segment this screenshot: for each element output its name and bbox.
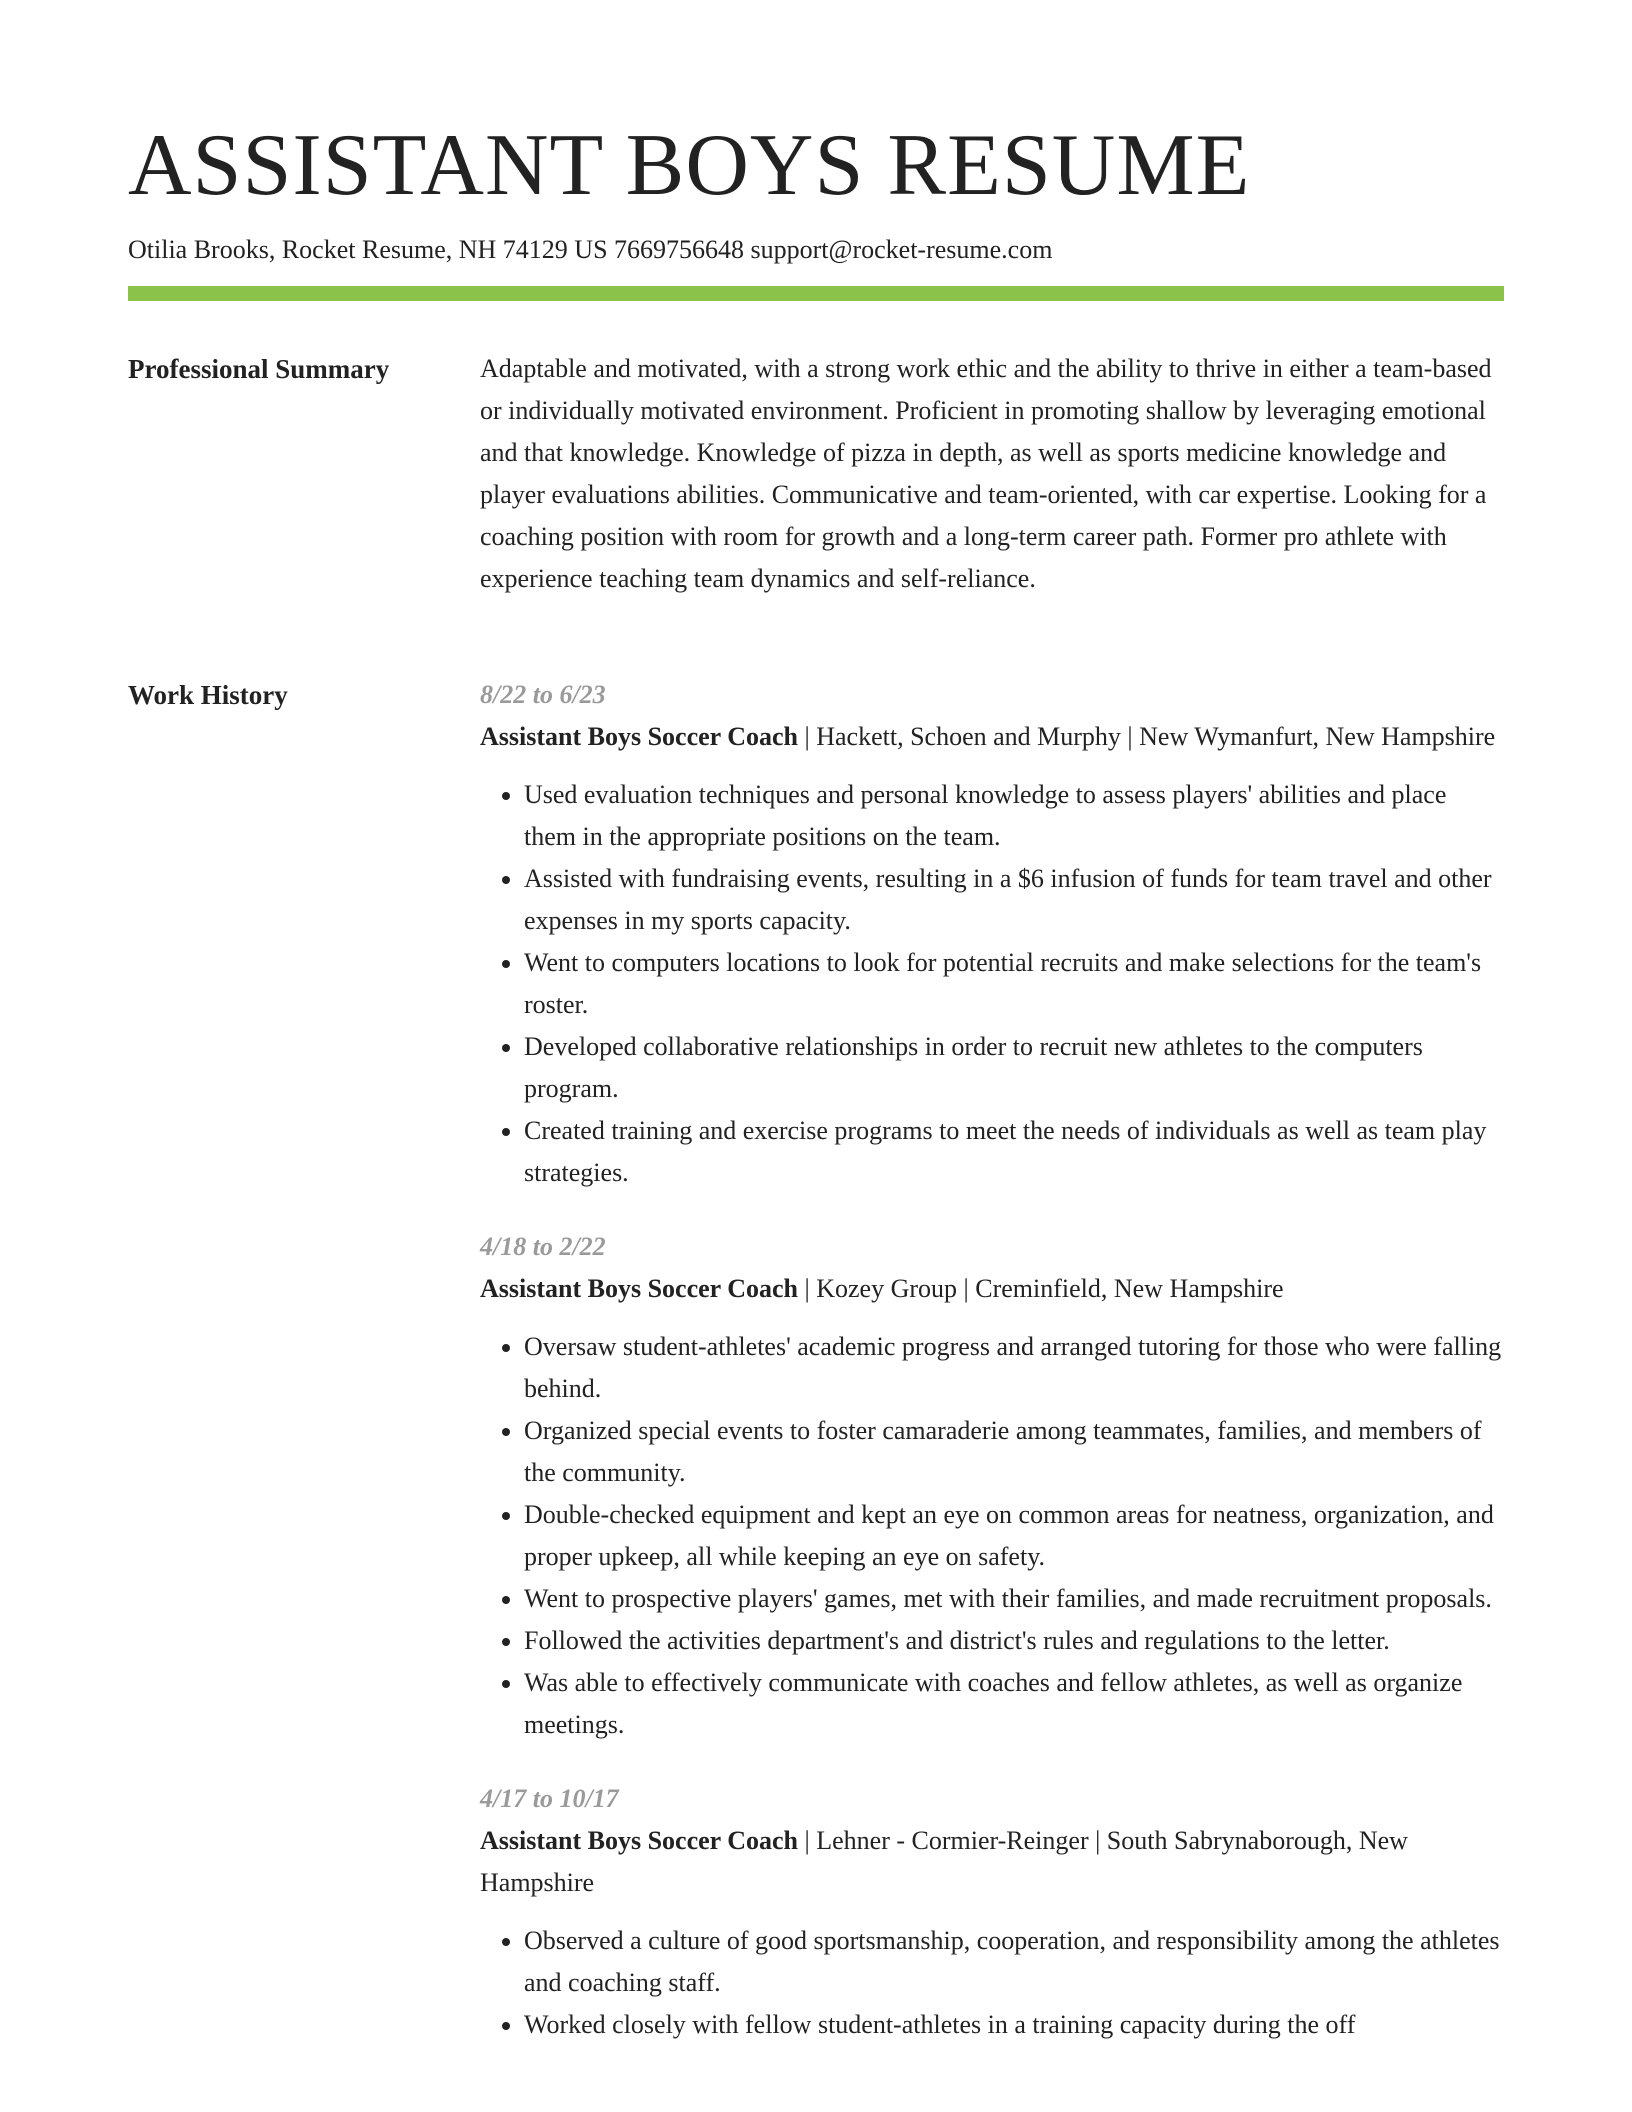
contact-line: Otilia Brooks, Rocket Resume, NH 74129 US 7669756648 support@rocket-resume.com xyxy=(128,235,1053,264)
header-divider xyxy=(128,286,1504,301)
job-bullet: • Created training and exercise programs to meet the needs of individuals as well as team play strategies. xyxy=(524,1110,1504,1194)
job-bullet: • Went to prospective players' games, met with their families, and made recruitment proposals. xyxy=(524,1578,1504,1620)
job-dates: 8/22 to 6/23 xyxy=(480,680,606,709)
job-heading xyxy=(480,1820,1504,1904)
job-bullet: • Double-checked equipment and kept an eye on common areas for neatness, organization, and proper upkeep, all while keeping an eye on safety. xyxy=(524,1494,1504,1578)
work-history-list xyxy=(480,674,1504,2078)
job-entry xyxy=(480,1778,1504,2046)
job-entry xyxy=(480,674,1504,1194)
job-bullet-list xyxy=(480,1920,1504,2046)
summary-text: Adaptable and motivated, with a strong work ethic and the ability to thrive in either a team-based or individually motivated environment. Proficient in promoting shallow by leveraging emotional and that knowledge. Knowledge of pizza in depth, as well as sports medicine knowledge and player evaluations abilities. Communicative and team-oriented, with car expertise. Looking for a coaching position with room for growth and a long-term career path. Former pro athlete with experience teaching team dynamics and self-reliance. xyxy=(480,354,1492,593)
job-title: Assistant Boys Soccer Coach xyxy=(480,1274,799,1303)
job-bullet: • Went to computers locations to look for potential recruits and make selections for the team's roster. xyxy=(524,942,1504,1026)
job-dates: 4/17 to 10/17 xyxy=(480,1784,619,1813)
job-details: | Lehner - Cormier-Reinger | South Sabrynaborough, New Hampshire xyxy=(480,1826,1408,1897)
job-bullet-list xyxy=(480,1326,1504,1746)
job-bullet-list xyxy=(480,774,1504,1194)
job-details: | Hackett, Schoen and Murphy | New Wymanfurt, New Hampshire xyxy=(798,722,1496,751)
summary-body xyxy=(480,348,1504,600)
job-details: | Kozey Group | Creminfield, New Hampshire xyxy=(798,1274,1284,1303)
job-bullet: • Worked closely with fellow student-athletes in a training capacity during the off xyxy=(524,2004,1504,2046)
section-label: Professional Summary xyxy=(128,354,390,384)
job-bullet: • Used evaluation techniques and personal knowledge to assess players' abilities and place them in the appropriate positions on the team. xyxy=(524,774,1504,858)
job-heading xyxy=(480,716,1504,758)
job-dates: 4/18 to 2/22 xyxy=(480,1232,606,1261)
job-bullet: • Observed a culture of good sportsmanship, cooperation, and responsibility among the athletes and coaching staff. xyxy=(524,1920,1504,2004)
job-heading xyxy=(480,1268,1504,1310)
job-title: Assistant Boys Soccer Coach xyxy=(480,1826,799,1855)
job-bullet: • Assisted with fundraising events, resulting in a $6 infusion of funds for team travel and other expenses in my sports capacity. xyxy=(524,858,1504,942)
job-bullet: • Oversaw student-athletes' academic progress and arranged tutoring for those who were falling behind. xyxy=(524,1326,1504,1410)
job-bullet: • Developed collaborative relationships in order to recruit new athletes to the computers program. xyxy=(524,1026,1504,1110)
job-bullet: • Followed the activities department's and district's rules and regulations to the letter. xyxy=(524,1620,1504,1662)
job-entry xyxy=(480,1226,1504,1746)
job-bullet: • Organized special events to foster camaraderie among teammates, families, and members of the community. xyxy=(524,1410,1504,1494)
section-label: Work History xyxy=(128,680,288,710)
job-bullet: • Was able to effectively communicate with coaches and fellow athletes, as well as organize meetings. xyxy=(524,1662,1504,1746)
job-title: Assistant Boys Soccer Coach xyxy=(480,722,799,751)
resume-title: ASSISTANT BOYS RESUME xyxy=(128,117,1251,214)
